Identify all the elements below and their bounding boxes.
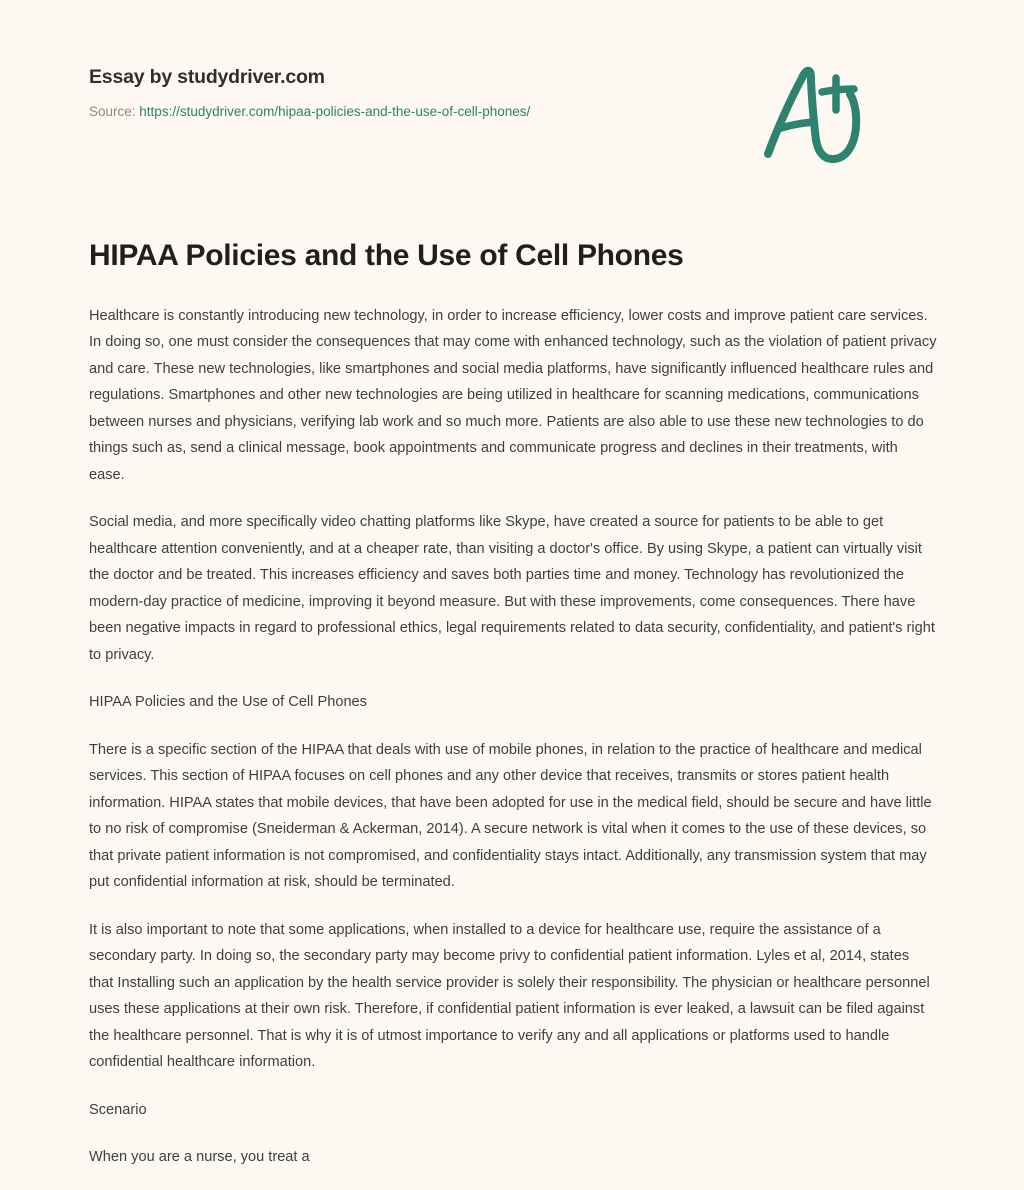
source-url-link[interactable]: https://studydriver.com/hipaa-policies-and-the-use-of-cell-phones/ [139,104,531,120]
document-header [89,0,935,120]
document-body [89,275,937,1171]
body-paragraph: Healthcare is constantly introducing new technology, in order to increase efficiency, lower costs and improve patient care services. In doing so, one must consider the consequences that may come with enhanced technology, such as the violation of patient privacy and care. These new technologies, like smartphones and social media platforms, have significantly influenced healthcare rules and regulations. Smartphones and other new technologies are being utilized in healthcare for scanning medications, communications between nurses and physicians, verifying lab work and so much more. Patients are also able to use these new technologies to do things such as, send a clinical message, book appointments and communicate progress and declines in their treatments, with ease. [89,307,937,483]
page-title: HIPAA Policies and the Use of Cell Phones [89,239,684,272]
body-paragraph: When you are a nurse, you treat a [89,1149,310,1165]
source-label: Source: [89,104,136,120]
section-heading-scenario: Scenario [89,1101,147,1118]
essay-byline: Essay by studydriver.com [89,66,325,88]
body-paragraph: Social media, and more specifically video chatting platforms like Skype, have created a source for patients to be able to get healthcare attention conveniently, and at a cheaper rate, than visiting a doctor's office. By using Skype, a patient can virtually visit the doctor and be treated. This increases efficiency and saves both parties time and money. Technology has revolutionized the modern-day practice of medicine, improving it beyond measure. But with these improvements, come consequences. There have been negative impacts in regard to professional ethics, legal requirements related to data security, confidentiality, and patient's right to privacy. [89,514,935,663]
body-paragraph: It is also important to note that some applications, when installed to a device for healthcare use, require the assistance of a secondary party. In doing so, the secondary party may become privy to confidential patient information. Lyles et al, 2014, states that Installing such an application by the health service provider is solely their responsibility. The physician or healthcare personnel uses these applications at their own risk. Therefore, if confidential patient information is ever leaked, a lawsuit can be filed against the healthcare personnel. That is why it is of utmost importance to verify any and all applications or platforms used to handle confidential healthcare information. [89,921,930,1070]
section-heading-hipaa-policies: HIPAA Policies and the Use of Cell Phones [89,694,367,710]
body-paragraph: There is a specific section of the HIPAA that deals with use of mobile phones, in relation to the practice of healthcare and medical services. This section of HIPAA focuses on cell phones and any other device that receives, transmits or stores patient health information. HIPAA states that mobile devices, that have been adopted for use in the medical field, should be secure and have little to no risk of compromise (Sneiderman & Ackerman, 2014). A secure network is vital when it comes to the use of these devices, so that private patient information is not compromised, and confidentiality stays intact. Additionally, any transmission system that may put confidential information at risk, should be terminated. [89,741,932,890]
studydriver-a-plus-logo-icon [756,62,876,166]
